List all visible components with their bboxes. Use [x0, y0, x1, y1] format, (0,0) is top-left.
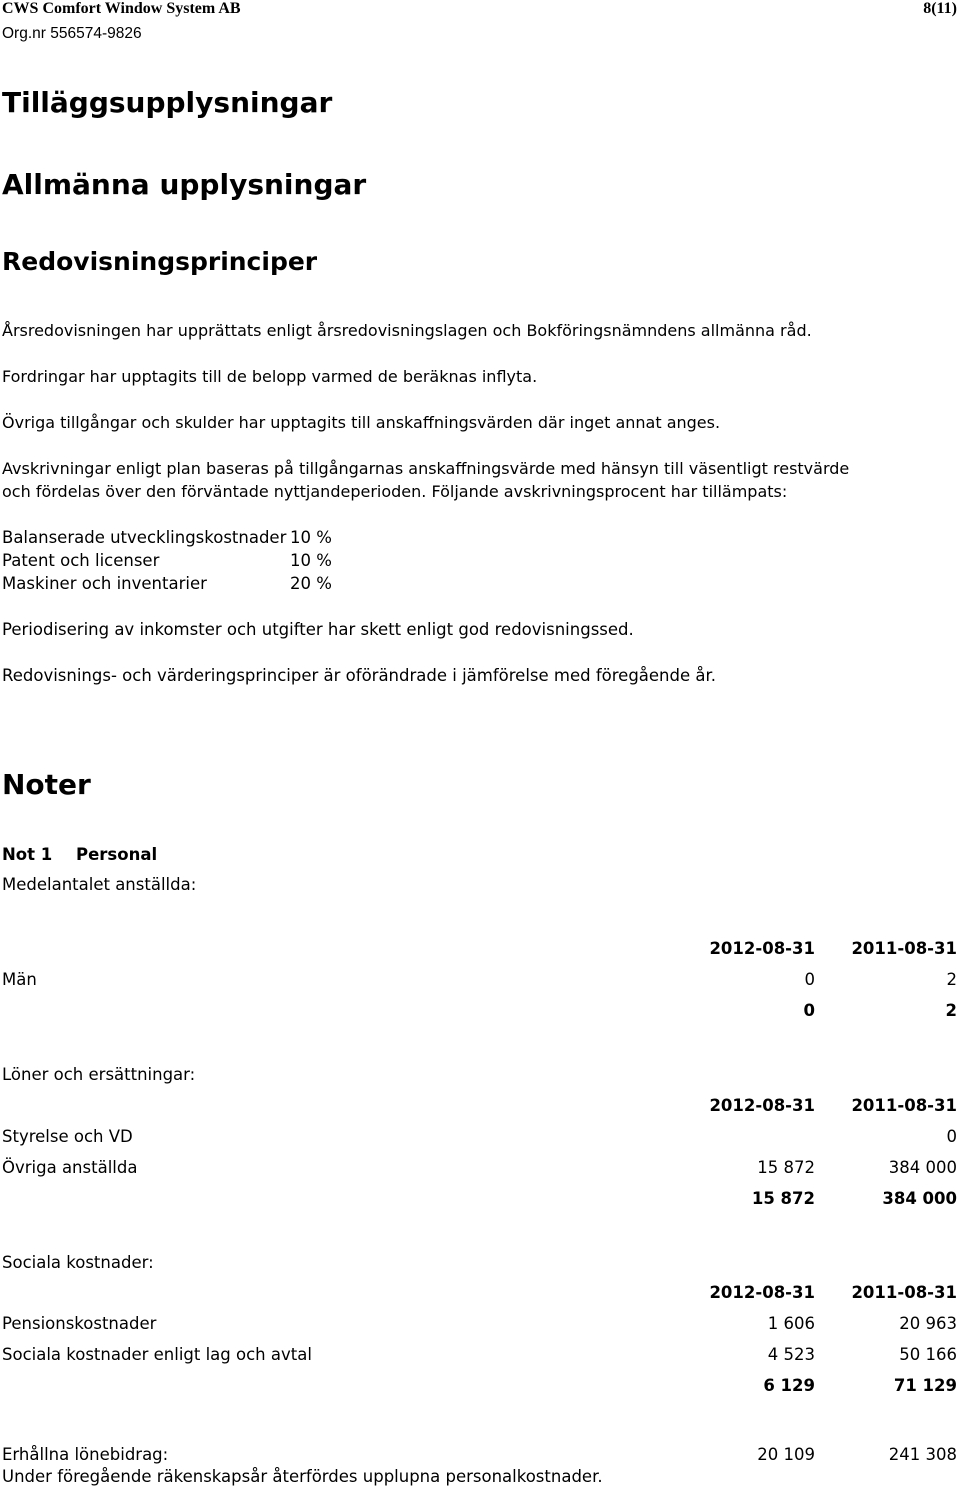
row-value-2011: 50 166	[899, 1345, 957, 1364]
principles-paragraph: Fordringar har upptagits till de belopp varmed de beräknas inflyta.	[2, 367, 538, 386]
principles-paragraph: Redovisnings- och värderingsprinciper är oförändrade i jämförelse med föregående år.	[2, 666, 717, 685]
row-label: Män	[2, 970, 37, 989]
employees-heading: Medelantalet anställda:	[2, 875, 197, 894]
depreciation-rate: 10 %	[290, 528, 332, 547]
page-number: 8(11)	[923, 0, 957, 17]
total-value-2011: 71 129	[893, 1376, 957, 1395]
section-heading-general: Allmänna upplysningar	[2, 168, 367, 201]
depreciation-label: Patent och licenser	[2, 551, 160, 570]
row-label: Styrelse och VD	[2, 1127, 133, 1146]
depreciation-rate: 20 %	[290, 574, 332, 593]
page-title: Tilläggsupplysningar	[2, 86, 333, 119]
section-heading-notes: Noter	[2, 768, 91, 801]
total-value-2011: 2	[945, 1001, 957, 1020]
column-header-2012: 2012-08-31	[709, 1283, 815, 1302]
column-header-2011: 2011-08-31	[851, 1283, 957, 1302]
row-value-2012: 1 606	[767, 1314, 815, 1333]
row-value-2011: 384 000	[888, 1158, 957, 1177]
column-header-2012: 2012-08-31	[709, 939, 815, 958]
note-number: Not 1	[2, 845, 53, 864]
depreciation-label: Balanserade utvecklingskostnader	[2, 528, 287, 547]
row-value-2012: 4 523	[767, 1345, 815, 1364]
column-header-2011: 2011-08-31	[851, 939, 957, 958]
note-title: Personal	[76, 845, 158, 864]
principles-paragraph: Avskrivningar enligt plan baseras på tillgångarnas anskaffningsvärde med hänsyn till väsentligt restvärde	[2, 459, 850, 478]
subsidy-label: Erhållna lönebidrag:	[2, 1445, 169, 1464]
row-label: Pensionskostnader	[2, 1314, 157, 1333]
subsidy-note: Under föregående räkenskapsår återfördes upplupna personalkostnader.	[2, 1467, 603, 1486]
subsidy-value-2012: 20 109	[757, 1445, 815, 1464]
row-value-2012: 15 872	[757, 1158, 815, 1177]
social-heading: Sociala kostnader:	[2, 1253, 154, 1272]
total-value-2012: 15 872	[751, 1189, 815, 1208]
salaries-heading: Löner och ersättningar:	[2, 1065, 196, 1084]
depreciation-label: Maskiner och inventarier	[2, 574, 207, 593]
company-name: CWS Comfort Window System AB	[2, 0, 241, 17]
row-value-2011: 0	[946, 1127, 957, 1146]
column-header-2012: 2012-08-31	[709, 1096, 815, 1115]
row-label: Övriga anställda	[2, 1158, 138, 1177]
org-number: Org.nr 556574-9826	[2, 25, 142, 42]
column-header-2011: 2011-08-31	[851, 1096, 957, 1115]
section-heading-principles: Redovisningsprinciper	[2, 247, 318, 276]
total-value-2011: 384 000	[882, 1189, 957, 1208]
total-value-2012: 6 129	[763, 1376, 815, 1395]
principles-paragraph: Årsredovisningen har upprättats enligt årsredovisningslagen och Bokföringsnämndens allmänna råd.	[2, 321, 812, 340]
row-value-2011: 2	[946, 970, 957, 989]
principles-paragraph: och fördelas över den förväntade nyttjandeperioden. Följande avskrivningsprocent har tillämpats:	[2, 482, 788, 501]
principles-paragraph: Periodisering av inkomster och utgifter har skett enligt god redovisningssed.	[2, 620, 634, 639]
principles-paragraph: Övriga tillgångar och skulder har upptagits till anskaffningsvärden där inget annat anges.	[2, 413, 721, 432]
row-value-2011: 20 963	[899, 1314, 957, 1333]
subsidy-value-2011: 241 308	[888, 1445, 957, 1464]
row-value-2012: 0	[804, 970, 815, 989]
row-label: Sociala kostnader enligt lag och avtal	[2, 1345, 312, 1364]
depreciation-rate: 10 %	[290, 551, 332, 570]
total-value-2012: 0	[803, 1001, 815, 1020]
